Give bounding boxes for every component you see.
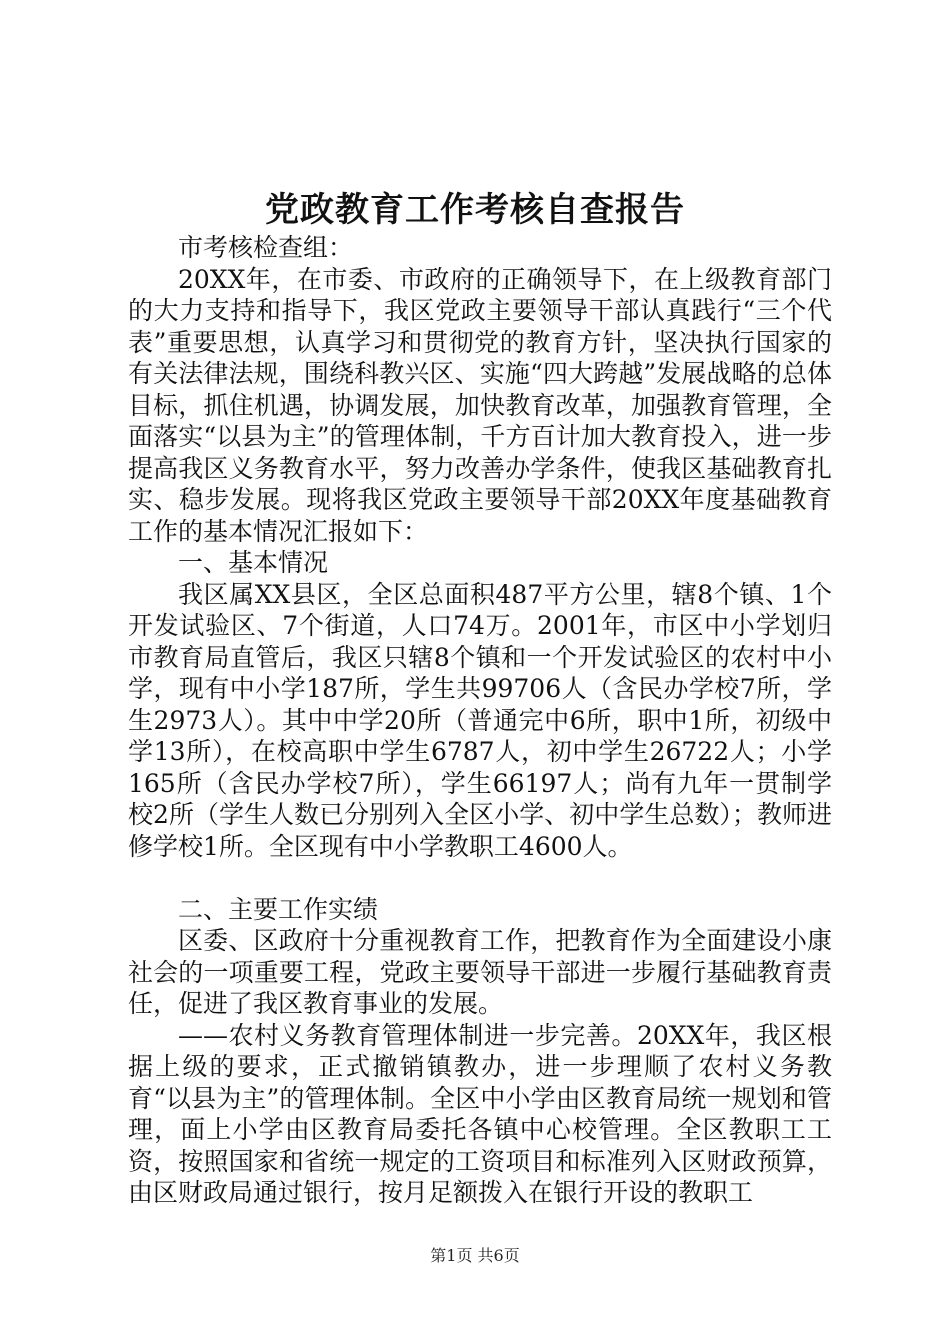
section1-paragraph: 我区属XX县区，全区总面积487平方公里，辖8个镇、1个开发试验区、7个街道，人口74万。2001年，市区中小学划归市教育局直管后，我区只辖8个镇和一个开发试验区的农村中小学，现有中小学187所，学生共99706人（含民办学校7所，学生2973人）。其中中学20所（普通完中6所，职中1所，初级中学13所），在校高职中学生6787人，初中学生26722人；小学165所（含民办学校7所），学生66197人；尚有九年一贯制学校2所（学生人数已分别列入全区小学、初中学生总数）；教师进修学校1所。全区现有中小学教职工4600人。	[128, 579, 832, 861]
intro-paragraph: 20XX年，在市委、市政府的正确领导下，在上级教育部门的大力支持和指导下，我区党政主要领导干部认真践行“三个代表”重要思想，认真学习和贯彻党的教育方针，坚决执行国家的有关法律法规，围绕科教兴区、实施“四大跨越”发展战略的总体目标，抓住机遇，协调发展，加快教育改革，加强教育管理，全面落实“以县为主”的管理体制，千方百计加大教育投入，进一步提高我区义务教育水平，努力改善办学条件，使我区基础教育扎实、稳步发展。现将我区党政主要领导干部20XX年度基础教育工作的基本情况汇报如下：	[128, 264, 832, 546]
document-body	[128, 232, 832, 1209]
page-number: 第1页 共6页	[430, 1246, 520, 1265]
document-title: 党政教育工作考核自查报告	[265, 190, 685, 230]
section2-paragraph: 区委、区政府十分重视教育工作，把教育作为全面建设小康社会的一项重要工程，党政主要领导干部进一步履行基础教育责任，促进了我区教育事业的发展。	[128, 926, 832, 1018]
section2-item-paragraph: ——农村义务教育管理体制进一步完善。20XX年，我区根据上级的要求，正式撤销镇教办，进一步理顺了农村义务教育“以县为主”的管理体制。全区中小学由区教育局统一规划和管理，面上小学由区教育局委托各镇中心校管理。全区教职工工资，按照国家和省统一规定的工资项目和标准列入区财政预算，由区财政局通过银行，按月足额拨入在银行开设的教职工	[128, 1020, 832, 1207]
section1-heading: 一、基本情况	[178, 548, 329, 577]
salutation: 市考核检查组：	[178, 233, 354, 262]
section2-heading: 二、主要工作实绩	[178, 894, 379, 924]
